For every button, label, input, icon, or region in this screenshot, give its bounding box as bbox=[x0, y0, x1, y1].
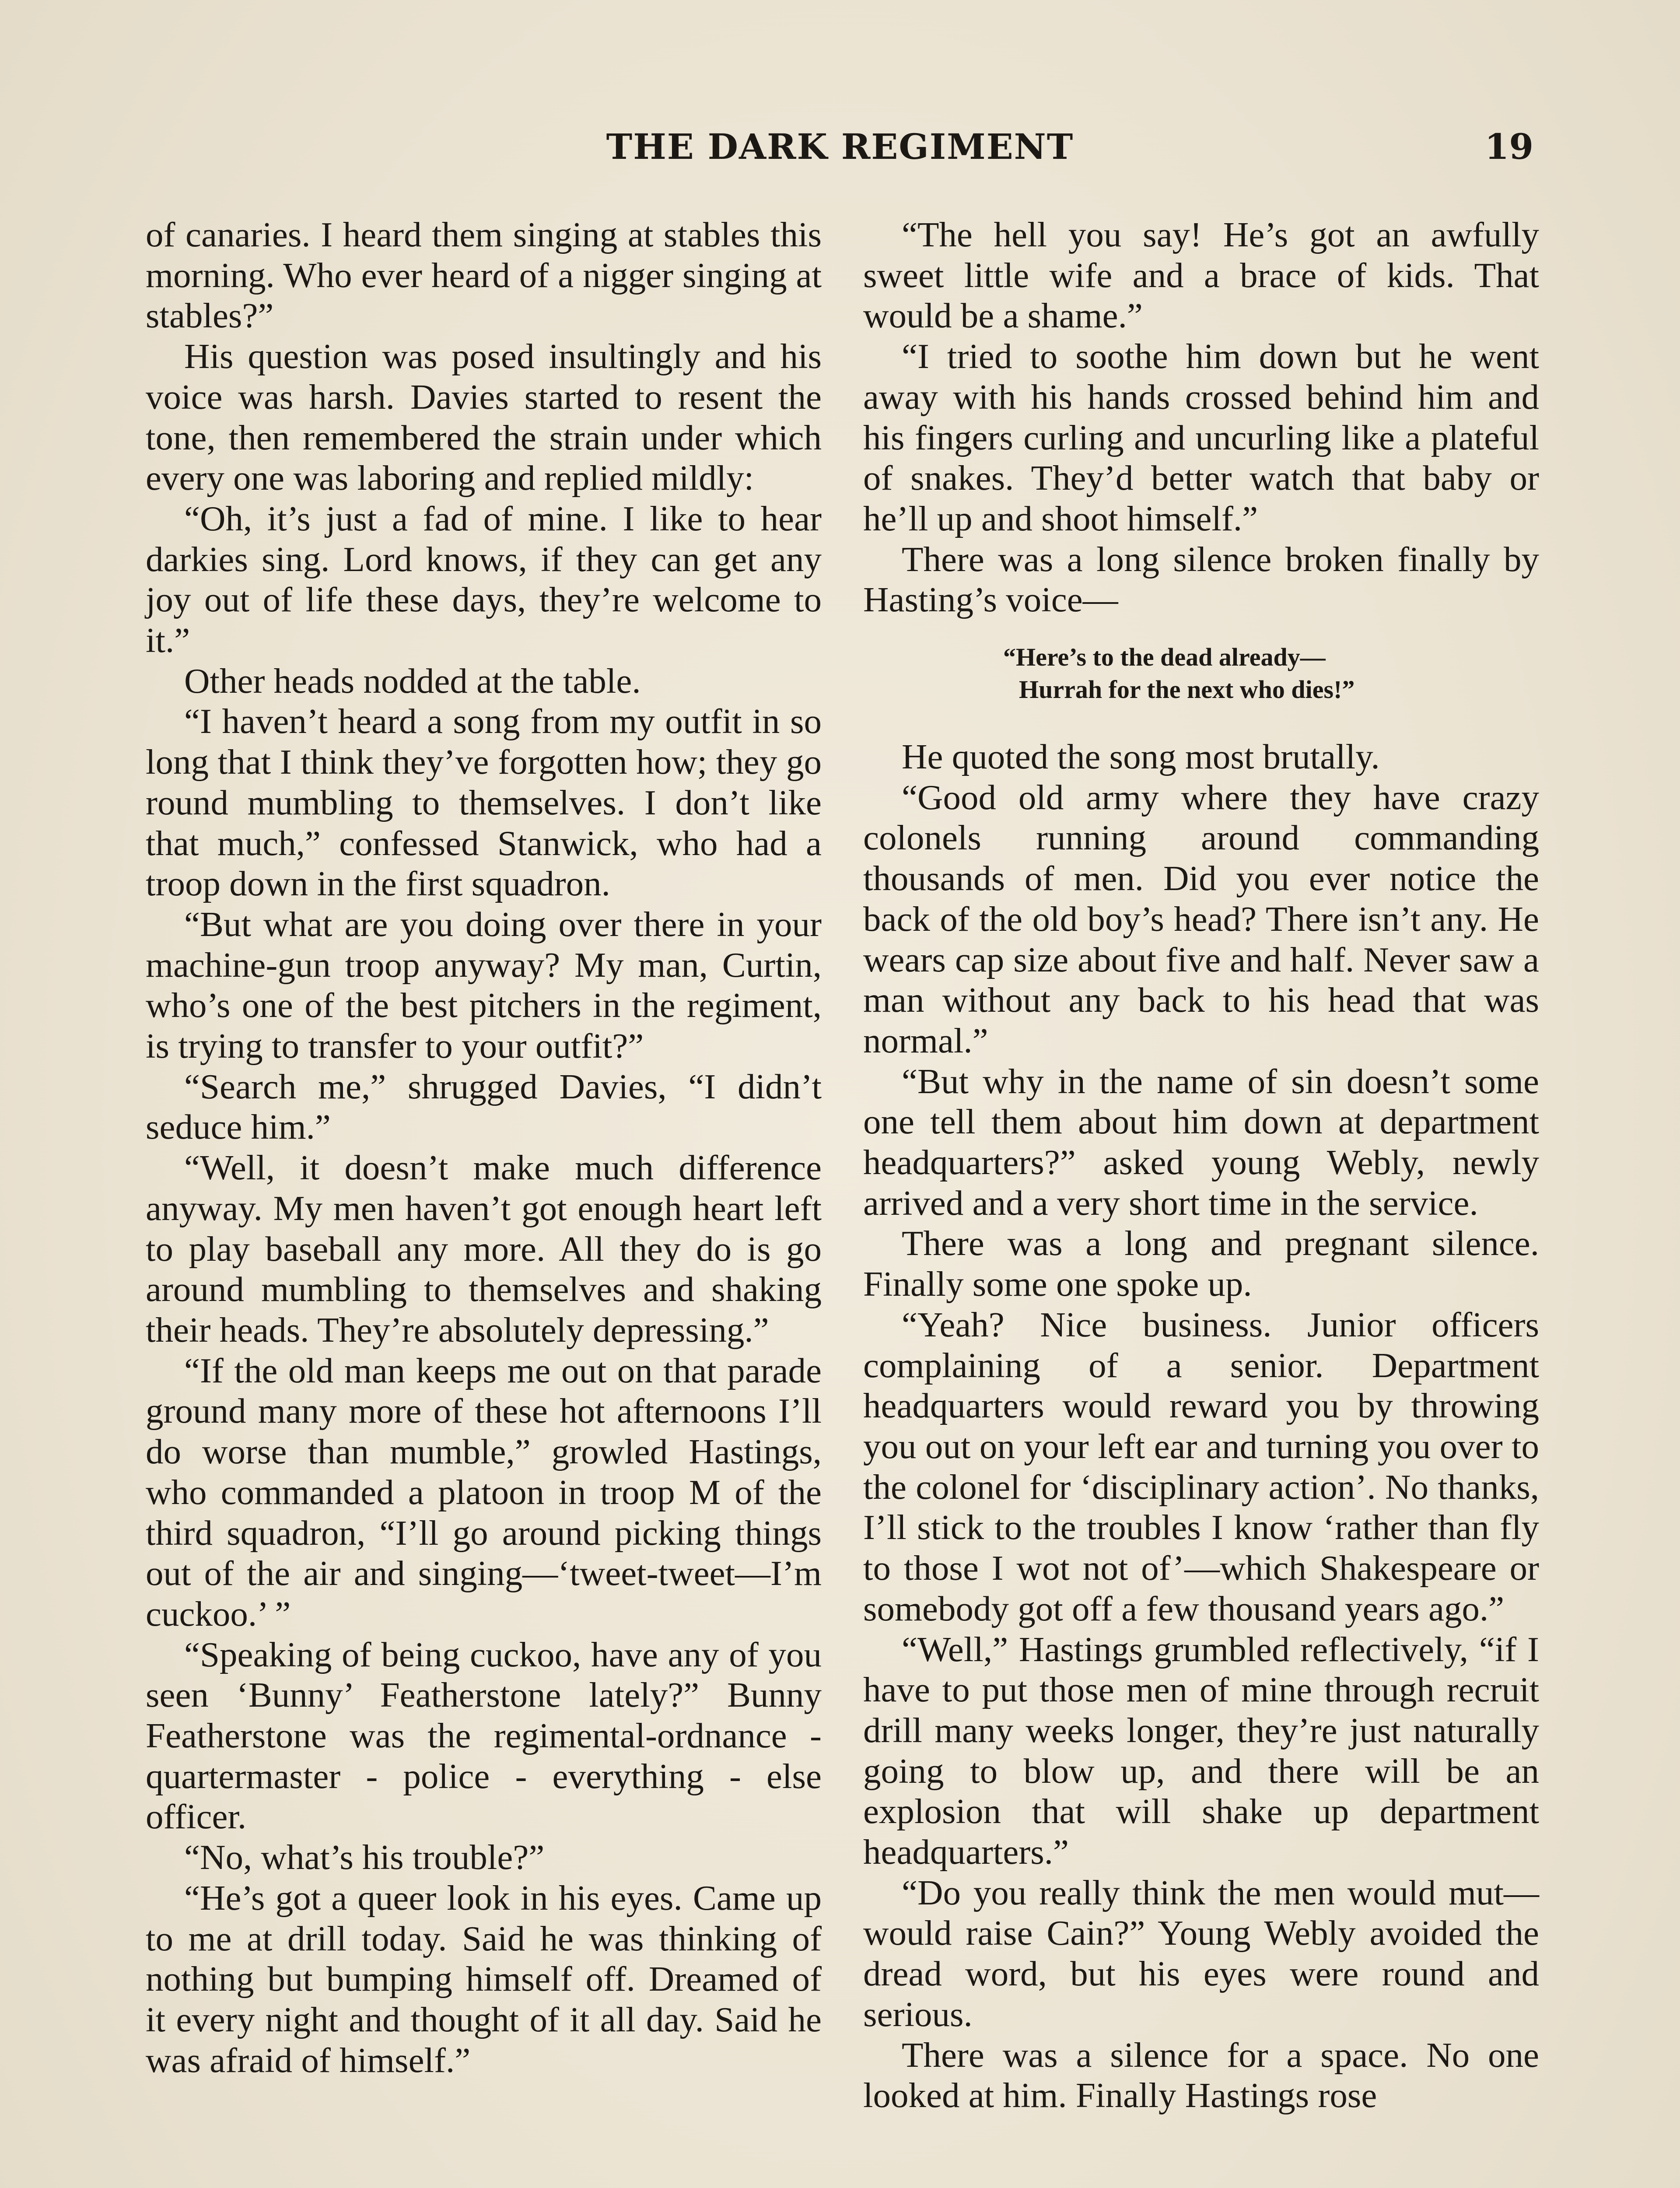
paragraph: “The hell you say! He’s got an awfully sweet little wife and a brace of kids. That would be a shame.” bbox=[863, 215, 1539, 336]
paragraph: There was a long silence broken finally by Hasting’s voice— bbox=[863, 539, 1539, 620]
paragraph: “He’s got a queer look in his eyes. Came up to me at drill today. Said he was thinking of nothing but bumping himself off. Dreamed of it every night and thought of it all day. Said he was afraid of himself.” bbox=[146, 1878, 822, 2080]
paragraph: “But why in the name of sin doesn’t some one tell them about him down at department headquarters?” asked young Webly, newly arrived and a very short time in the service. bbox=[863, 1061, 1539, 1223]
paragraph: “Good old army where they have crazy colonels running around commanding thousands of men. Did you ever notice the back of the old boy’s head? There isn’t any. He wears cap size about five and half. Never saw a man without any back to his head that was normal.” bbox=[863, 777, 1539, 1060]
paragraph: “Search me,” shrugged Davies, “I didn’t seduce him.” bbox=[146, 1066, 822, 1147]
right-text-column bbox=[863, 214, 1539, 2116]
paragraph: “If the old man keeps me out on that parade ground many more of these hot afternoons I’ll do worse than mumble,” growled Hastings, who commanded a platoon in troop M of the third squadron, “I’ll go around picking things out of the air and singing—‘tweet-tweet—I’m cuckoo.’ ” bbox=[146, 1350, 822, 1634]
paragraph: “I tried to soothe him down but he went away with his hands crossed behind him and his fingers curling and uncurling like a plateful of snakes. They’d better watch that baby or he’ll up and shoot himself.” bbox=[863, 337, 1539, 538]
paragraph: “I haven’t heard a song from my outfit in so long that I think they’ve forgotten how; they go round mumbling to themselves. I don’t like that much,” confessed Stanwick, who had a troop down in the first squadron. bbox=[146, 701, 822, 904]
paragraph: There was a silence for a space. No one looked at him. Finally Hastings rose bbox=[863, 2035, 1539, 2115]
paragraph: “But what are you doing over there in your machine-gun troop anyway? My man, Curtin, who’s one of the best pitchers in the regiment, is trying to transfer to your outfit?” bbox=[146, 904, 822, 1066]
paragraph: There was a long and pregnant silence. Finally some one spoke up. bbox=[863, 1224, 1539, 1304]
paragraph: “Yeah? Nice business. Junior officers complaining of a senior. Department headquarters would reward you by throwing you out on your left ear and turning you over to the colonel for ‘disciplinary action’. No thanks, I’ll stick to the troubles I know ‘rather than fly to those I wot not of’—which Shakespeare or somebody got off a few thousand years ago.” bbox=[863, 1304, 1539, 1628]
paragraph: “Well, it doesn’t make much difference anyway. My men haven’t got enough heart left to play baseball any more. All they do is go around mumbling to themselves and shaking their heads. They’re absolutely depressing.” bbox=[146, 1148, 822, 1350]
verse-line: “Here’s to the dead already— bbox=[1003, 643, 1326, 672]
page-number: 19 bbox=[1484, 126, 1533, 167]
song-verse bbox=[1003, 641, 1539, 706]
running-header-title: THE DARK REGIMENT bbox=[606, 126, 1074, 167]
verse-line: Hurrah for the next who dies!” bbox=[1019, 675, 1355, 704]
paragraph: “Do you really think the men would mut—would raise Cain?” Young Webly avoided the dread word, but his eyes were round and serious. bbox=[863, 1872, 1539, 2034]
paragraph: His question was posed insultingly and his voice was harsh. Davies started to resent the tone, then remembered the strain under which every one was laboring and replied mildly: bbox=[146, 337, 822, 498]
paragraph: Other heads nodded at the table. bbox=[184, 661, 641, 701]
paragraph: “Well,” Hastings grumbled reflectively, “if I have to put those men of mine through recruit drill many weeks longer, they’re just naturally going to blow up, and there will be an explosion that will shake up department headquarters.” bbox=[863, 1629, 1539, 1872]
left-text-column bbox=[146, 214, 822, 2080]
paragraph: of canaries. I heard them singing at stables this morning. Who ever heard of a nigger singing at stables?” bbox=[146, 215, 822, 336]
paragraph: “Speaking of being cuckoo, have any of you seen ‘Bunny’ Featherstone lately?” Bunny Featherstone was the regimental-ordnance - quartermaster - police - everything - else officer. bbox=[146, 1634, 822, 1837]
paragraph: He quoted the song most brutally. bbox=[902, 737, 1380, 777]
paragraph: “No, what’s his trouble?” bbox=[184, 1837, 545, 1877]
paragraph: “Oh, it’s just a fad of mine. I like to hear darkies sing. Lord knows, if they can get any joy out of life these days, they’re welcome to it.” bbox=[146, 498, 822, 660]
